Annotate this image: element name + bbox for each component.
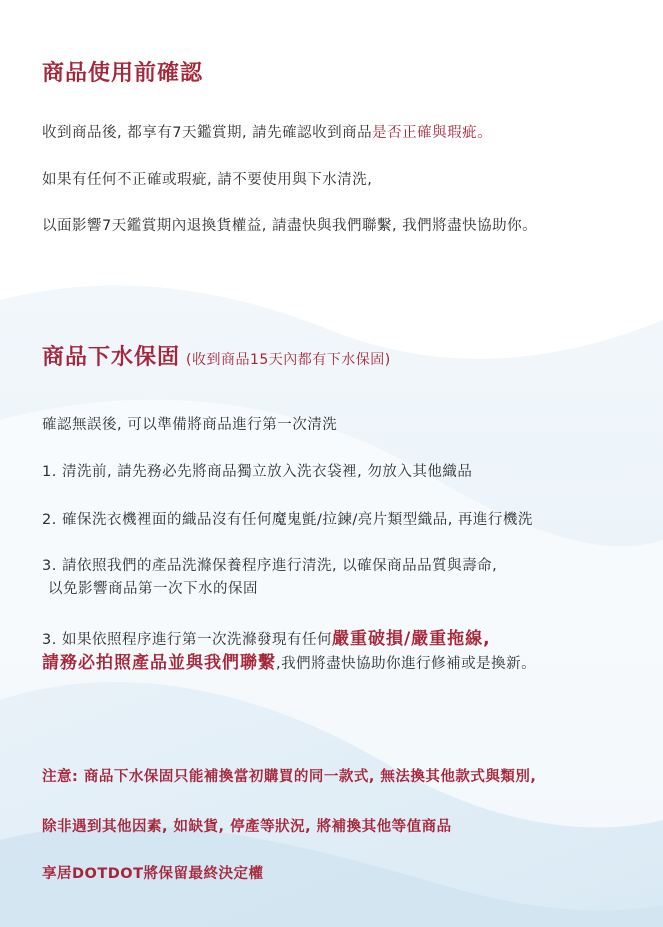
section2-step4-line1 — [42, 624, 491, 649]
notice-line3: 享居DOTDOT將保留最終決定權 — [42, 866, 264, 882]
section2-step4-suffix: ,我們將盡快協助你進行修補或是換新。 — [276, 656, 537, 672]
section2-heading — [42, 340, 391, 371]
section2-step4-line2 — [42, 648, 536, 673]
section1-line1-highlight: 是否正確與瑕疵。 — [372, 125, 493, 141]
notice-line2: 除非遇到其他因素, 如缺貨, 停產等狀況, 將補換其他等值商品 — [42, 819, 452, 835]
section1-line2: 如果有任何不正確或瑕疵, 請不要使用與下水清洗, — [42, 172, 373, 188]
section1-title: 商品使用前確認 — [42, 61, 204, 86]
section2-step4-highlight2: 請務必拍照產品並與我們聯繫 — [42, 653, 276, 673]
section1-line1-prefix: 收到商品後, 都享有7天鑑賞期, 請先確認收到商品 — [42, 125, 373, 141]
section2-intro: 確認無誤後, 可以準備將商品進行第一次清洗 — [42, 417, 338, 433]
section2-step3-line2: 以免影響商品第一次下水的保固 — [48, 581, 258, 597]
section2-step1: 1. 清洗前, 請先務必先將商品獨立放入洗衣袋裡, 勿放入其他織品 — [42, 464, 473, 480]
section2-step4-highlight1: 嚴重破損/嚴重拖線, — [331, 629, 491, 649]
section2-title: 商品下水保固 — [42, 345, 181, 370]
notice-line1: 注意: 商品下水保固只能補換當初購買的同一款式, 無法換其他款式與類別, — [42, 769, 537, 785]
section2-step2: 2. 確保洗衣機裡面的織品沒有任何魔鬼氈/拉鍊/亮片類型織品, 再進行機洗 — [42, 512, 533, 528]
section2-step3-line1: 3. 請依照我們的產品洗滌保養程序進行清洗, 以確保商品品質與壽命, — [42, 558, 498, 574]
section2-title-note: (收到商品15天內都有下水保固) — [186, 352, 391, 368]
section1-line3: 以面影響7天鑑賞期內退換貨權益, 請盡快與我們聯繫, 我們將盡快協助你。 — [42, 218, 538, 234]
section2-step4-prefix: 3. 如果依照程序進行第一次洗滌發現有任何 — [42, 632, 332, 648]
section1-line1 — [42, 121, 492, 142]
